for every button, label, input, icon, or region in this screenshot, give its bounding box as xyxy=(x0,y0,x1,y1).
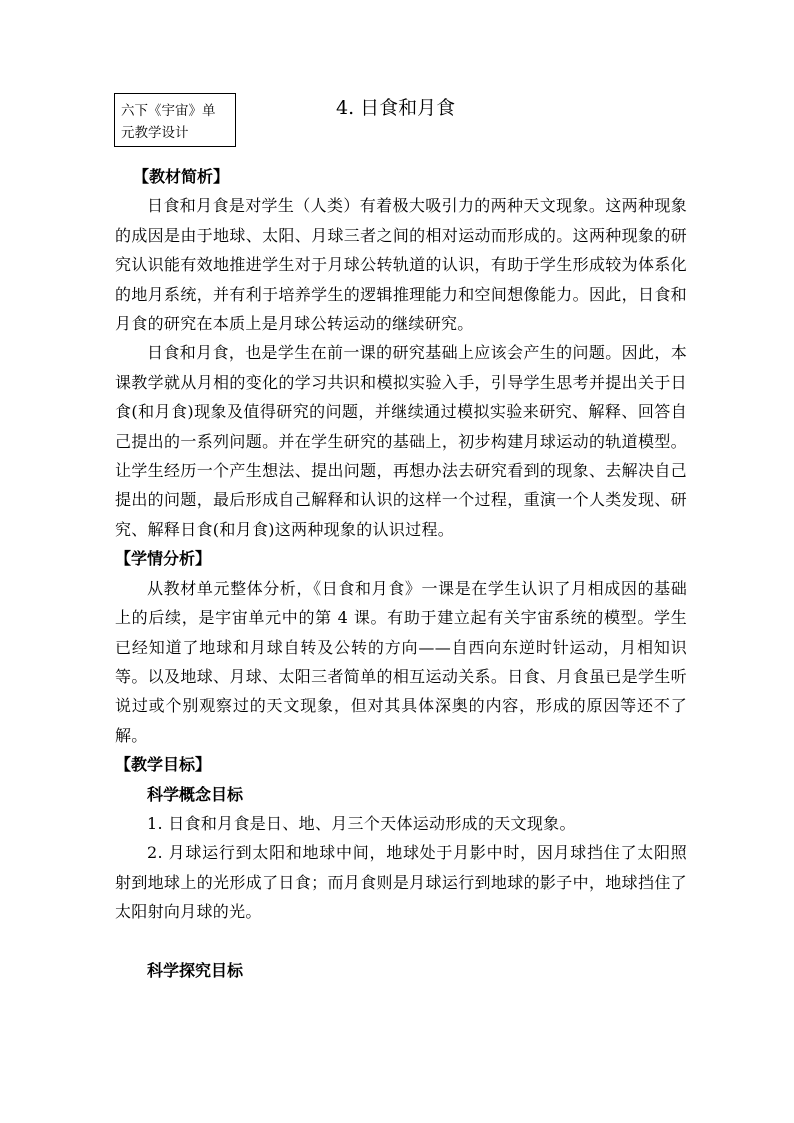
textbook-analysis-paragraph-1: 日食和月食是对学生（人类）有着极大吸引力的两种天文现象。这两种现象的成因是由于地球、太阳、月球三者之间的相对运动而形成的。这两种现象的研究认识能有效地推进学生对于月球公转轨道的认识，有助于学生形成较为体系化的地月系统，并有利于培养学生的逻辑推理能力和空间想像能力。因此，日食和月食的研究在本质上是月球公转运动的继续研究。 xyxy=(115,196,687,334)
science-inquiry-goals-heading: 科学探究目标 xyxy=(147,960,244,980)
lesson-title: 4. 日食和月食 xyxy=(336,97,456,119)
concept-goal-item-2: 2. 月球运行到太阳和地球中间，地球处于月影中时，因月球挡住了太阳照射到地球上的光形成了日食；而月食则是月球运行到地球的影子中，地球挡住了太阳射向月球的光。 xyxy=(115,843,687,922)
textbook-analysis-paragraph-2: 日食和月食，也是学生在前一课的研究基础上应该会产生的问题。因此，本课教学就从月相的变化的学习共识和模拟实验入手，引导学生思考并提出关于日食(和月食)现象及值得研究的问题，并继续通过模拟实验来研究、解释、回答自己提出的一系列问题。并在学生研究的基础上，初步构建月球运动的轨道模型。让学生经历一个产生想法、提出问题，再想办法去研究看到的现象、去解决自己提出的问题，最后形成自己解释和认识的这样一个过程，重演一个人类发现、研究、解释日食(和月食)这两种现象的认识过程。 xyxy=(115,343,687,539)
unit-label-box: 六下《宇宙》单 元教学设计 xyxy=(114,93,236,147)
blank-line xyxy=(115,927,687,956)
concept-goal-item-1: 1. 日食和月食是日、地、月三个天体运动形成的天文现象。 xyxy=(147,813,576,833)
teaching-goals-heading: 【教学目标】 xyxy=(115,755,212,775)
document-body xyxy=(115,162,687,985)
learner-analysis-heading: 【学情分析】 xyxy=(115,549,212,569)
science-concept-goals-heading: 科学概念目标 xyxy=(147,784,244,804)
learner-analysis-paragraph: 从教材单元整体分析，《日食和月食》一课是在学生认识了月相成因的基础上的后续，是宇宙单元中的第 4 课。有助于建立起有关宇宙系统的模型。学生已经知道了地球和月球自转及公转的方向——自西向东逆时针运动，月相知识等。以及地球、月球、太阳三者简单的相互运动关系。日食、月食虽已是学生听说过或个别观察过的天文现象，但对其具体深奥的内容，形成的原因等还不了解。 xyxy=(115,578,687,745)
textbook-analysis-heading: 【教材简析】 xyxy=(133,167,230,186)
